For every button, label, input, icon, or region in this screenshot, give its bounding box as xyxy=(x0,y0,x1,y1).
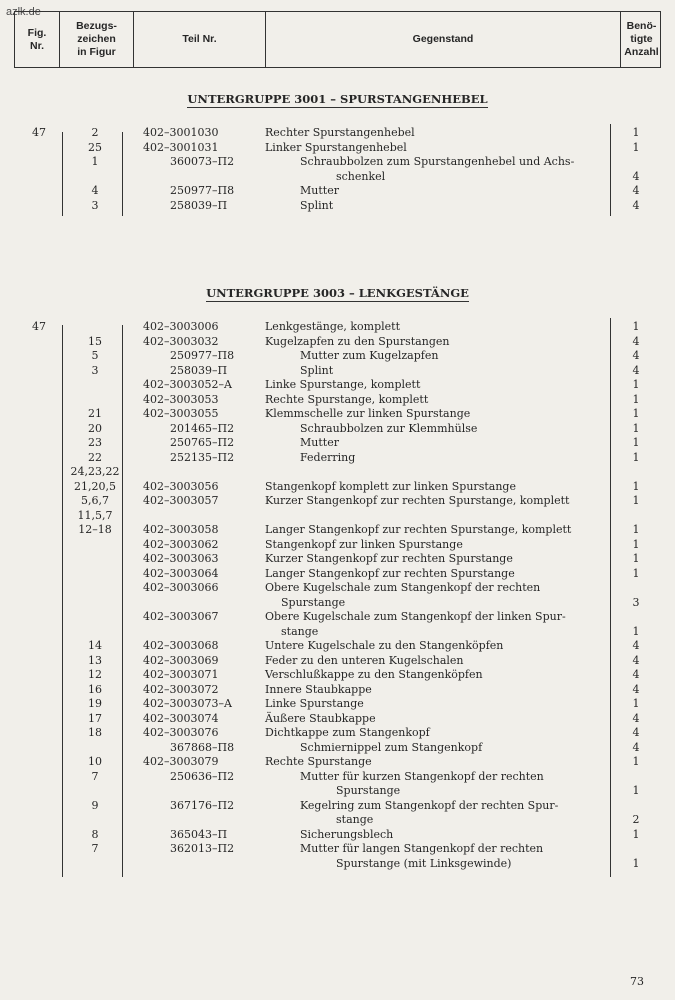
cell-teil-nr: 402–3001031 xyxy=(143,140,219,154)
cell-gegenstand: Splint xyxy=(300,198,334,212)
table-row xyxy=(0,480,675,494)
table-row xyxy=(0,857,675,871)
cell-gegenstand: Rechte Spurstange, komplett xyxy=(265,392,429,406)
table-row xyxy=(0,639,675,653)
cell-bezugszeichen: 16 xyxy=(88,682,102,696)
cell-teil-nr: 402–3003074 xyxy=(143,711,219,725)
cell-gegenstand: Schmiernippel zum Stangenkopf xyxy=(300,740,483,754)
cell-gegenstand: Äußere Staubkappe xyxy=(265,711,376,725)
cell-teil-nr: 402–3003069 xyxy=(143,653,219,667)
cell-gegenstand: Mutter xyxy=(300,184,339,197)
table-row xyxy=(0,184,675,198)
table-row xyxy=(0,509,675,523)
cell-anzahl: 1 xyxy=(632,552,640,565)
table-row xyxy=(0,842,675,856)
table-row xyxy=(0,596,675,610)
cell-bezugszeichen: 10 xyxy=(88,755,102,768)
table-row xyxy=(0,451,675,465)
cell-gegenstand: Rechte Spurstange xyxy=(265,755,372,768)
cell-teil-nr: 402–3003032 xyxy=(143,334,219,348)
cell-gegenstand: Mutter für kurzen Stangenkopf der rechten xyxy=(300,769,544,783)
cell-teil-nr: 250977–П8 xyxy=(170,184,235,197)
table-row xyxy=(0,494,675,508)
cell-bezugszeichen: 2 xyxy=(91,126,99,139)
table-row xyxy=(0,741,675,755)
cell-anzahl: 4 xyxy=(632,198,640,212)
cell-teil-nr: 402–3003076 xyxy=(143,726,219,739)
cell-bezugszeichen: 20 xyxy=(88,421,102,435)
cell-gegenstand: Stangenkopf zur linken Spurstange xyxy=(265,537,463,551)
cell-gegenstand: Linke Spurstange xyxy=(265,697,364,710)
table-row xyxy=(0,610,675,624)
table-row xyxy=(0,799,675,813)
cell-anzahl: 1 xyxy=(632,421,640,435)
cell-bezugszeichen: 18 xyxy=(88,726,102,739)
cell-teil-nr: 402–3003073–A xyxy=(143,697,232,710)
cell-teil-nr: 402–3003053 xyxy=(143,392,219,406)
cell-anzahl: 1 xyxy=(632,450,640,464)
cell-gegenstand: Linker Spurstangenhebel xyxy=(265,140,407,154)
cell-anzahl: 4 xyxy=(632,363,640,377)
cell-anzahl: 1 xyxy=(632,827,640,841)
table-row xyxy=(0,126,675,140)
cell-anzahl: 1 xyxy=(632,755,640,768)
cell-gegenstand: Feder zu den unteren Kugelschalen xyxy=(265,653,464,667)
cell-gegenstand: Linke Spurstange, komplett xyxy=(265,378,421,391)
table-row xyxy=(0,199,675,213)
cell-bezugszeichen: 11,5,7 xyxy=(77,508,113,522)
cell-bezugszeichen: 3 xyxy=(91,198,99,212)
cell-anzahl: 1 xyxy=(632,407,640,420)
table-row xyxy=(0,683,675,697)
cell-bezugszeichen: 9 xyxy=(91,798,99,812)
table-row xyxy=(0,378,675,392)
cell-gegenstand: Klemmschelle zur linken Spurstange xyxy=(265,407,471,420)
cell-teil-nr: 201465–П2 xyxy=(170,421,235,435)
cell-bezugszeichen: 14 xyxy=(88,639,102,652)
table-header xyxy=(14,11,661,68)
table-row xyxy=(0,581,675,595)
cell-anzahl: 1 xyxy=(632,523,640,536)
section-title-3003: UNTERGRUPPE 3003 – LENKGESTÄNGE xyxy=(206,286,469,300)
cell-anzahl: 2 xyxy=(632,813,640,826)
cell-teil-nr: 402–3003058 xyxy=(143,523,219,536)
cell-gegenstand: Obere Kugelschale zum Stangenkopf der rechten xyxy=(265,581,541,594)
cell-anzahl: 1 xyxy=(632,856,640,870)
cell-gegenstand: Schraubbolzen zur Klemmhülse xyxy=(300,421,478,435)
table-row xyxy=(0,538,675,552)
cell-gegenstand: Schraubbolzen zum Spurstangenhebel und Achs- xyxy=(300,155,575,168)
cell-bezugszeichen: 1 xyxy=(91,155,99,168)
table-row xyxy=(0,349,675,363)
cell-teil-nr: 360073–П2 xyxy=(170,155,235,168)
cell-teil-nr: 402–3003055 xyxy=(143,407,219,420)
cell-bezugszeichen: 5,6,7 xyxy=(81,494,109,507)
cell-teil-nr: 250765–П2 xyxy=(170,436,235,449)
table-row xyxy=(0,654,675,668)
cell-anzahl: 4 xyxy=(632,740,640,754)
table-row xyxy=(0,625,675,639)
cell-anzahl: 4 xyxy=(632,653,640,667)
table-row xyxy=(0,141,675,155)
table-row xyxy=(0,668,675,682)
table-row xyxy=(0,552,675,566)
cell-fig-nr: 47 xyxy=(32,320,46,333)
cell-teil-nr: 402–3003066 xyxy=(143,581,219,594)
watermark: azlk.de xyxy=(6,6,41,18)
cell-teil-nr: 402–3003056 xyxy=(143,479,219,493)
cell-teil-nr: 252135–П2 xyxy=(170,450,235,464)
cell-bezugszeichen: 8 xyxy=(91,827,99,841)
table-row xyxy=(0,320,675,334)
cell-gegenstand: Mutter zum Kugelzapfen xyxy=(300,349,439,362)
cell-teil-nr: 402–3003067 xyxy=(143,610,219,623)
cell-gegenstand: Spurstange xyxy=(281,595,346,609)
cell-gegenstand: stange xyxy=(281,624,319,638)
cell-bezugszeichen: 19 xyxy=(88,697,102,710)
header-teil-nr: Teil Nr. xyxy=(134,12,266,67)
header-bezugszeichen: Bezugs- zeichen in Figur xyxy=(60,12,134,67)
cell-gegenstand: Sicherungsblech xyxy=(300,827,394,841)
cell-anzahl: 4 xyxy=(632,184,640,197)
cell-anzahl: 1 xyxy=(632,624,640,638)
cell-bezugszeichen: 7 xyxy=(91,842,99,855)
cell-anzahl: 1 xyxy=(632,436,640,449)
table-row xyxy=(0,784,675,798)
page-number: 73 xyxy=(630,975,644,988)
cell-gegenstand: Kugelzapfen zu den Spurstangen xyxy=(265,334,450,348)
cell-anzahl: 1 xyxy=(632,126,640,139)
cell-bezugszeichen: 12 xyxy=(88,668,102,681)
cell-gegenstand: Innere Staubkappe xyxy=(265,682,372,696)
table-row xyxy=(0,422,675,436)
cell-anzahl: 4 xyxy=(632,349,640,362)
cell-gegenstand: Dichtkappe zum Stangenkopf xyxy=(265,726,430,739)
cell-gegenstand: Mutter xyxy=(300,436,339,449)
cell-fig-nr: 47 xyxy=(32,126,46,139)
cell-anzahl: 4 xyxy=(632,682,640,696)
table-row xyxy=(0,407,675,421)
cell-teil-nr: 365043–П xyxy=(170,827,228,841)
cell-teil-nr: 402–3001030 xyxy=(143,126,219,139)
table-row xyxy=(0,770,675,784)
cell-gegenstand: Kegelring zum Stangenkopf der rechten Spur- xyxy=(300,798,559,812)
cell-bezugszeichen: 17 xyxy=(88,711,102,725)
table-row xyxy=(0,393,675,407)
cell-anzahl: 4 xyxy=(632,668,640,681)
cell-teil-nr: 250977–П8 xyxy=(170,349,235,362)
header-anzahl: Benö- tigte Anzahl xyxy=(624,20,659,58)
cell-bezugszeichen: 4 xyxy=(91,184,99,197)
cell-anzahl: 1 xyxy=(632,537,640,551)
table-row xyxy=(0,170,675,184)
cell-teil-nr: 362013–П2 xyxy=(170,842,235,855)
cell-anzahl: 4 xyxy=(632,726,640,739)
cell-gegenstand: Langer Stangenkopf zur rechten Spurstange xyxy=(265,566,515,580)
cell-bezugszeichen: 5 xyxy=(91,349,99,362)
cell-teil-nr: 402–3003079 xyxy=(143,755,219,768)
table-row xyxy=(0,335,675,349)
cell-bezugszeichen: 21 xyxy=(88,407,102,420)
header-fig-nr: Fig. Nr. xyxy=(15,12,60,67)
table-row xyxy=(0,828,675,842)
cell-teil-nr: 402–3003063 xyxy=(143,552,219,565)
table-row xyxy=(0,364,675,378)
cell-gegenstand: Splint xyxy=(300,363,334,377)
cell-bezugszeichen: 25 xyxy=(88,140,102,154)
cell-gegenstand: Kurzer Stangenkopf zur rechten Spurstange xyxy=(265,552,513,565)
cell-anzahl: 4 xyxy=(632,169,640,183)
cell-gegenstand: Kurzer Stangenkopf zur rechten Spurstange, komplett xyxy=(265,494,570,507)
table-row xyxy=(0,712,675,726)
cell-anzahl: 1 xyxy=(632,378,640,391)
cell-anzahl: 3 xyxy=(632,595,640,609)
cell-teil-nr: 367868–П8 xyxy=(170,740,235,754)
cell-gegenstand: Mutter für langen Stangenkopf der rechten xyxy=(300,842,544,855)
cell-teil-nr: 402–3003068 xyxy=(143,639,219,652)
cell-gegenstand: Federring xyxy=(300,450,356,464)
cell-teil-nr: 402–3003072 xyxy=(143,682,219,696)
cell-gegenstand: Spurstange xyxy=(336,784,401,797)
cell-bezugszeichen: 15 xyxy=(88,334,102,348)
table-row xyxy=(0,465,675,479)
cell-gegenstand: schenkel xyxy=(336,169,386,183)
cell-bezugszeichen: 23 xyxy=(88,436,102,449)
cell-teil-nr: 402–3003062 xyxy=(143,537,219,551)
cell-anzahl: 1 xyxy=(632,494,640,507)
cell-teil-nr: 258039–П xyxy=(170,363,228,377)
table-row xyxy=(0,697,675,711)
table-row xyxy=(0,567,675,581)
cell-bezugszeichen: 12–18 xyxy=(78,523,112,536)
cell-bezugszeichen: 21,20,5 xyxy=(74,479,116,493)
cell-anzahl: 1 xyxy=(632,320,640,333)
header-gegenstand: Gegenstand xyxy=(266,12,621,67)
cell-bezugszeichen: 7 xyxy=(91,769,99,783)
table-row xyxy=(0,755,675,769)
cell-gegenstand: Stangenkopf komplett zur linken Spurstange xyxy=(265,479,516,493)
cell-anzahl: 1 xyxy=(632,697,640,710)
cell-bezugszeichen: 24,23,22 xyxy=(70,465,120,478)
cell-anzahl: 4 xyxy=(632,711,640,725)
cell-teil-nr: 250636–П2 xyxy=(170,769,235,783)
table-row xyxy=(0,523,675,537)
cell-anzahl: 1 xyxy=(632,479,640,493)
cell-gegenstand: Langer Stangenkopf zur rechten Spurstange, komplett xyxy=(265,523,572,536)
cell-teil-nr: 258039–П xyxy=(170,198,228,212)
cell-gegenstand: Obere Kugelschale zum Stangenkopf der linken Spur- xyxy=(265,610,566,623)
cell-teil-nr: 402–3003064 xyxy=(143,566,219,580)
table-row xyxy=(0,726,675,740)
cell-teil-nr: 402–3003057 xyxy=(143,494,219,507)
cell-anzahl: 1 xyxy=(632,784,640,797)
cell-gegenstand: Lenkgestänge, komplett xyxy=(265,320,400,333)
cell-gegenstand: stange xyxy=(336,813,374,826)
cell-bezugszeichen: 13 xyxy=(88,653,102,667)
table-row xyxy=(0,436,675,450)
cell-anzahl: 1 xyxy=(632,140,640,154)
cell-anzahl: 4 xyxy=(632,639,640,652)
cell-gegenstand: Untere Kugelschale zu den Stangenköpfen xyxy=(265,639,504,652)
table-row xyxy=(0,813,675,827)
cell-teil-nr: 402–3003071 xyxy=(143,668,219,681)
cell-anzahl: 1 xyxy=(632,392,640,406)
table-row xyxy=(0,155,675,169)
cell-gegenstand: Rechter Spurstangenhebel xyxy=(265,126,415,139)
cell-gegenstand: Spurstange (mit Linksgewinde) xyxy=(336,856,512,870)
section-title-3001: UNTERGRUPPE 3001 – SPURSTANGENHEBEL xyxy=(187,92,488,106)
cell-anzahl: 4 xyxy=(632,334,640,348)
cell-teil-nr: 402–3003006 xyxy=(143,320,219,333)
cell-gegenstand: Verschlußkappe zu den Stangenköpfen xyxy=(265,668,483,681)
cell-bezugszeichen: 22 xyxy=(88,450,102,464)
cell-bezugszeichen: 3 xyxy=(91,363,99,377)
cell-anzahl: 1 xyxy=(632,566,640,580)
cell-teil-nr: 367176–П2 xyxy=(170,798,235,812)
cell-teil-nr: 402–3003052–A xyxy=(143,378,232,391)
